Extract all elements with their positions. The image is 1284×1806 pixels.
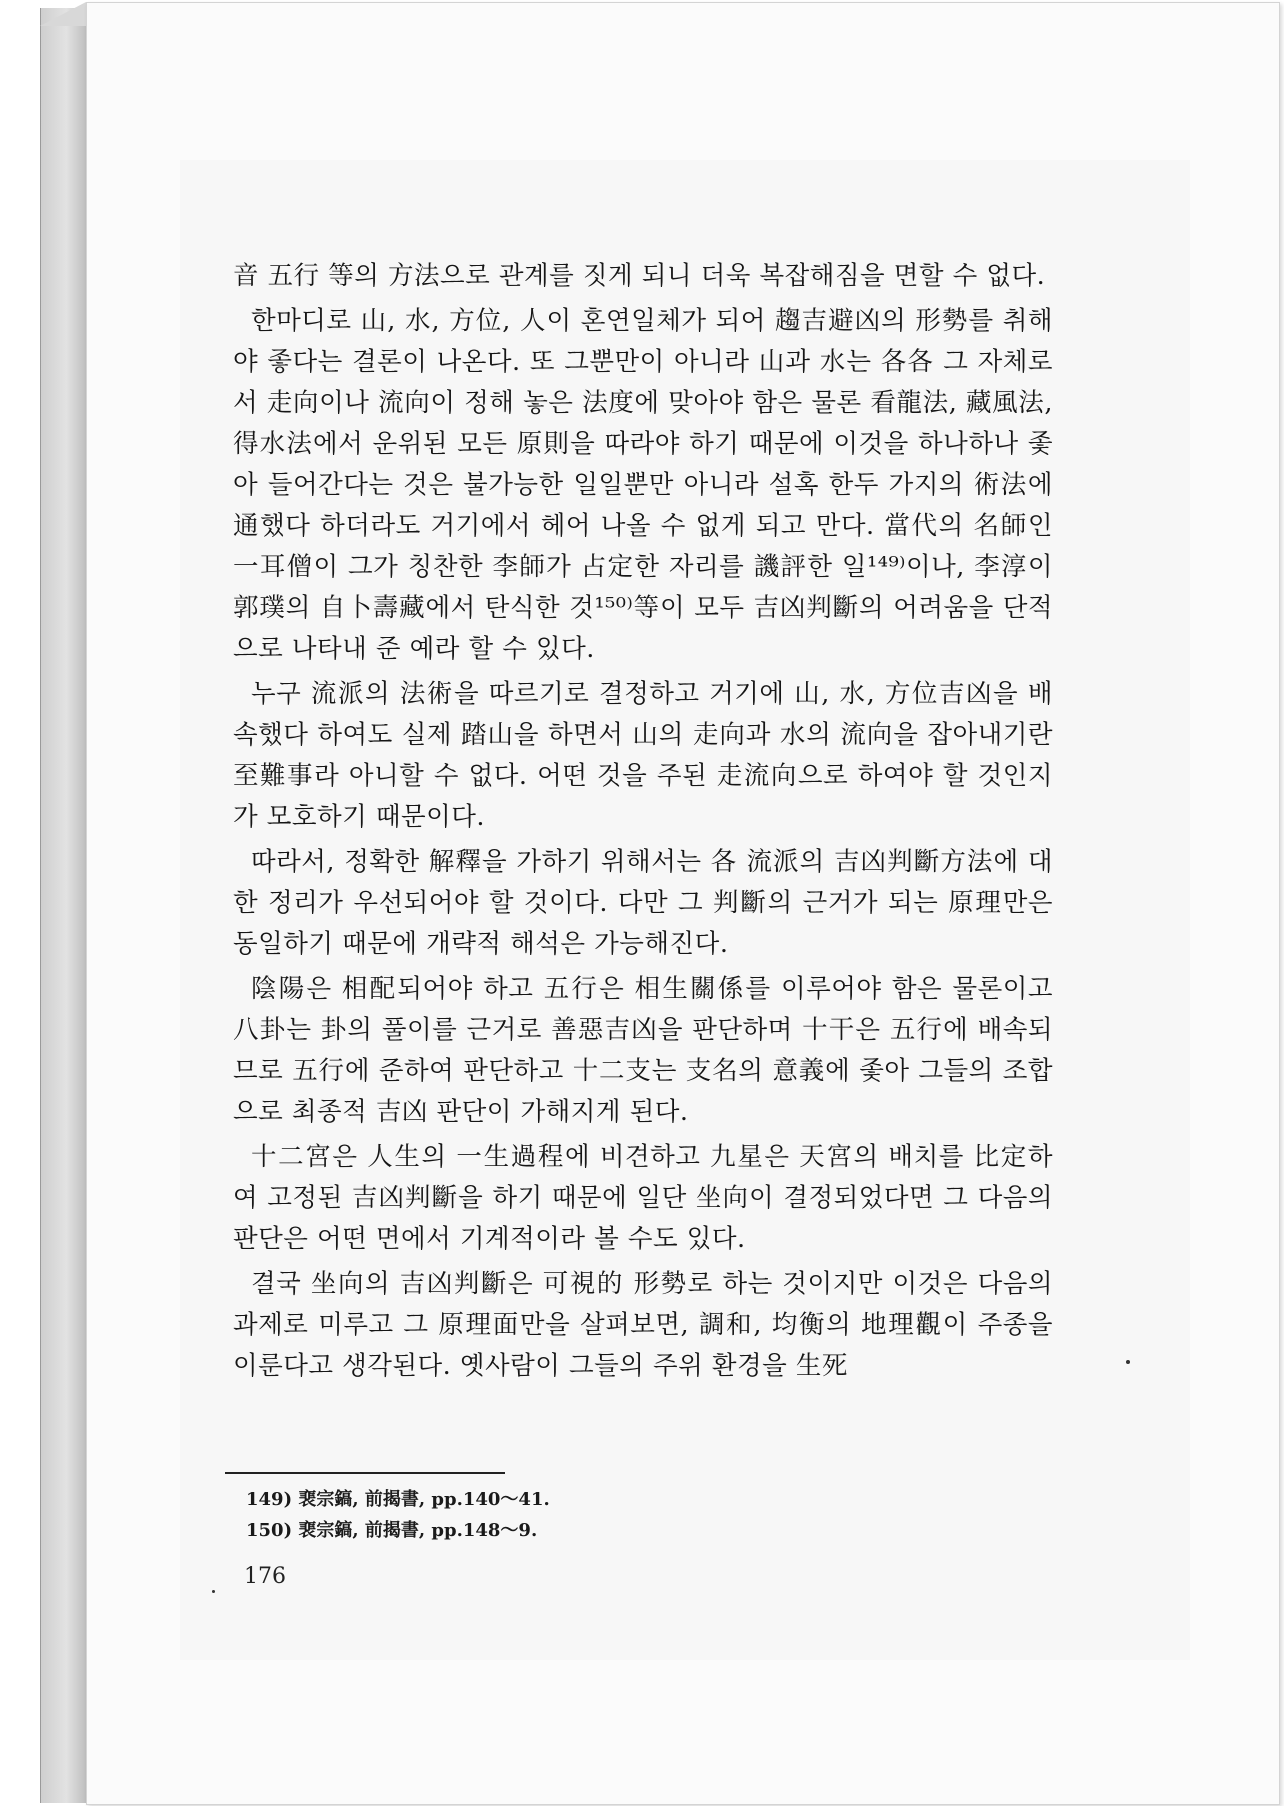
footnote-149: 149) 裵宗鎬, 前揭書, pp.140～41. xyxy=(246,1489,550,1510)
page-number: 176 xyxy=(244,1564,286,1589)
scan-speck xyxy=(212,1590,215,1593)
paragraph-2: 한마디로 山, 水, 方位, 人이 혼연일체가 되어 趨吉避凶의 形勢를 취해야 좋다는 결론이 나온다. 또 그뿐만이 아니라 山과 水는 各各 그 자체로서 走向이나 流向이 정해 놓은 法度에 맞아야 함은 물론 看龍法, 藏風法, 得水法에서 운위된 모든 原則을 따라야 하기 때문에 이것을 하나하나 좇아 들어간다는 것은 불가능한 일일뿐만 아니라 설혹 한두 가지의 術法에 通했다 하더라도 거기에서 헤어 나올 수 없게 되고 만다. 當代의 名師인 一耳僧이 그가 칭찬한 李師가 占定한 자리를 譏評한 일¹⁴⁹⁾이나, 李淳이 郭璞의 自卜壽藏에서 탄식한 것¹⁵⁰⁾等이 모두 吉凶判斷의 어려움을 단적으로 나타내 준 예라 할 수 있다. xyxy=(233,306,1053,664)
paragraph-6: 十二宮은 人生의 一生過程에 비견하고 九星은 天宮의 배치를 比定하여 고정된 吉凶判斷을 하기 때문에 일단 坐向이 결정되었다면 그 다음의 판단은 어떤 면에서 기계적이라 볼 수도 있다. xyxy=(233,1142,1053,1254)
paragraph-1: 音 五行 等의 方法으로 관계를 짓게 되니 더욱 복잡해짐을 면할 수 없다. xyxy=(233,261,1046,291)
paragraph-3: 누구 流派의 法術을 따르기로 결정하고 거기에 山, 水, 方位吉凶을 배속했다 하여도 실제 踏山을 하면서 山의 走向과 水의 流向을 잡아내기란 至難事라 아니할 수 없다. 어떤 것을 주된 走流向으로 하여야 할 것인지가 모호하기 때문이다. xyxy=(233,679,1053,832)
footnote-150: 150) 裵宗鎬, 前揭書, pp.148～9. xyxy=(246,1520,538,1541)
paragraph-5: 陰陽은 相配되어야 하고 五行은 相生關係를 이루어야 함은 물론이고 八卦는 卦의 풀이를 근거로 善惡吉凶을 판단하며 十干은 五行에 배속되므로 五行에 준하여 판단하고 十二支는 支名의 意義에 좇아 그들의 조합으로 최종적 吉凶 판단이 가해지게 된다. xyxy=(233,974,1053,1127)
footnotes xyxy=(246,1484,946,1546)
body-text xyxy=(233,256,1053,1391)
book-spine xyxy=(40,8,87,1803)
paragraph-7: 결국 坐向의 吉凶判斷은 可視的 形勢로 하는 것이지만 이것은 다음의 과제로 미루고 그 原理面만을 살펴보면, 調和, 均衡의 地理觀이 주종을 이룬다고 생각된다. 옛사람이 그들의 주위 환경을 生死 xyxy=(233,1269,1053,1381)
footnote-divider xyxy=(225,1472,505,1474)
paragraph-4: 따라서, 정확한 解釋을 가하기 위해서는 各 流派의 吉凶判斷方法에 대한 정리가 우선되어야 할 것이다. 다만 그 判斷의 근거가 되는 原理만은 동일하기 때문에 개략적 해석은 가능해진다. xyxy=(233,847,1053,959)
scan-speck xyxy=(1126,1360,1130,1364)
